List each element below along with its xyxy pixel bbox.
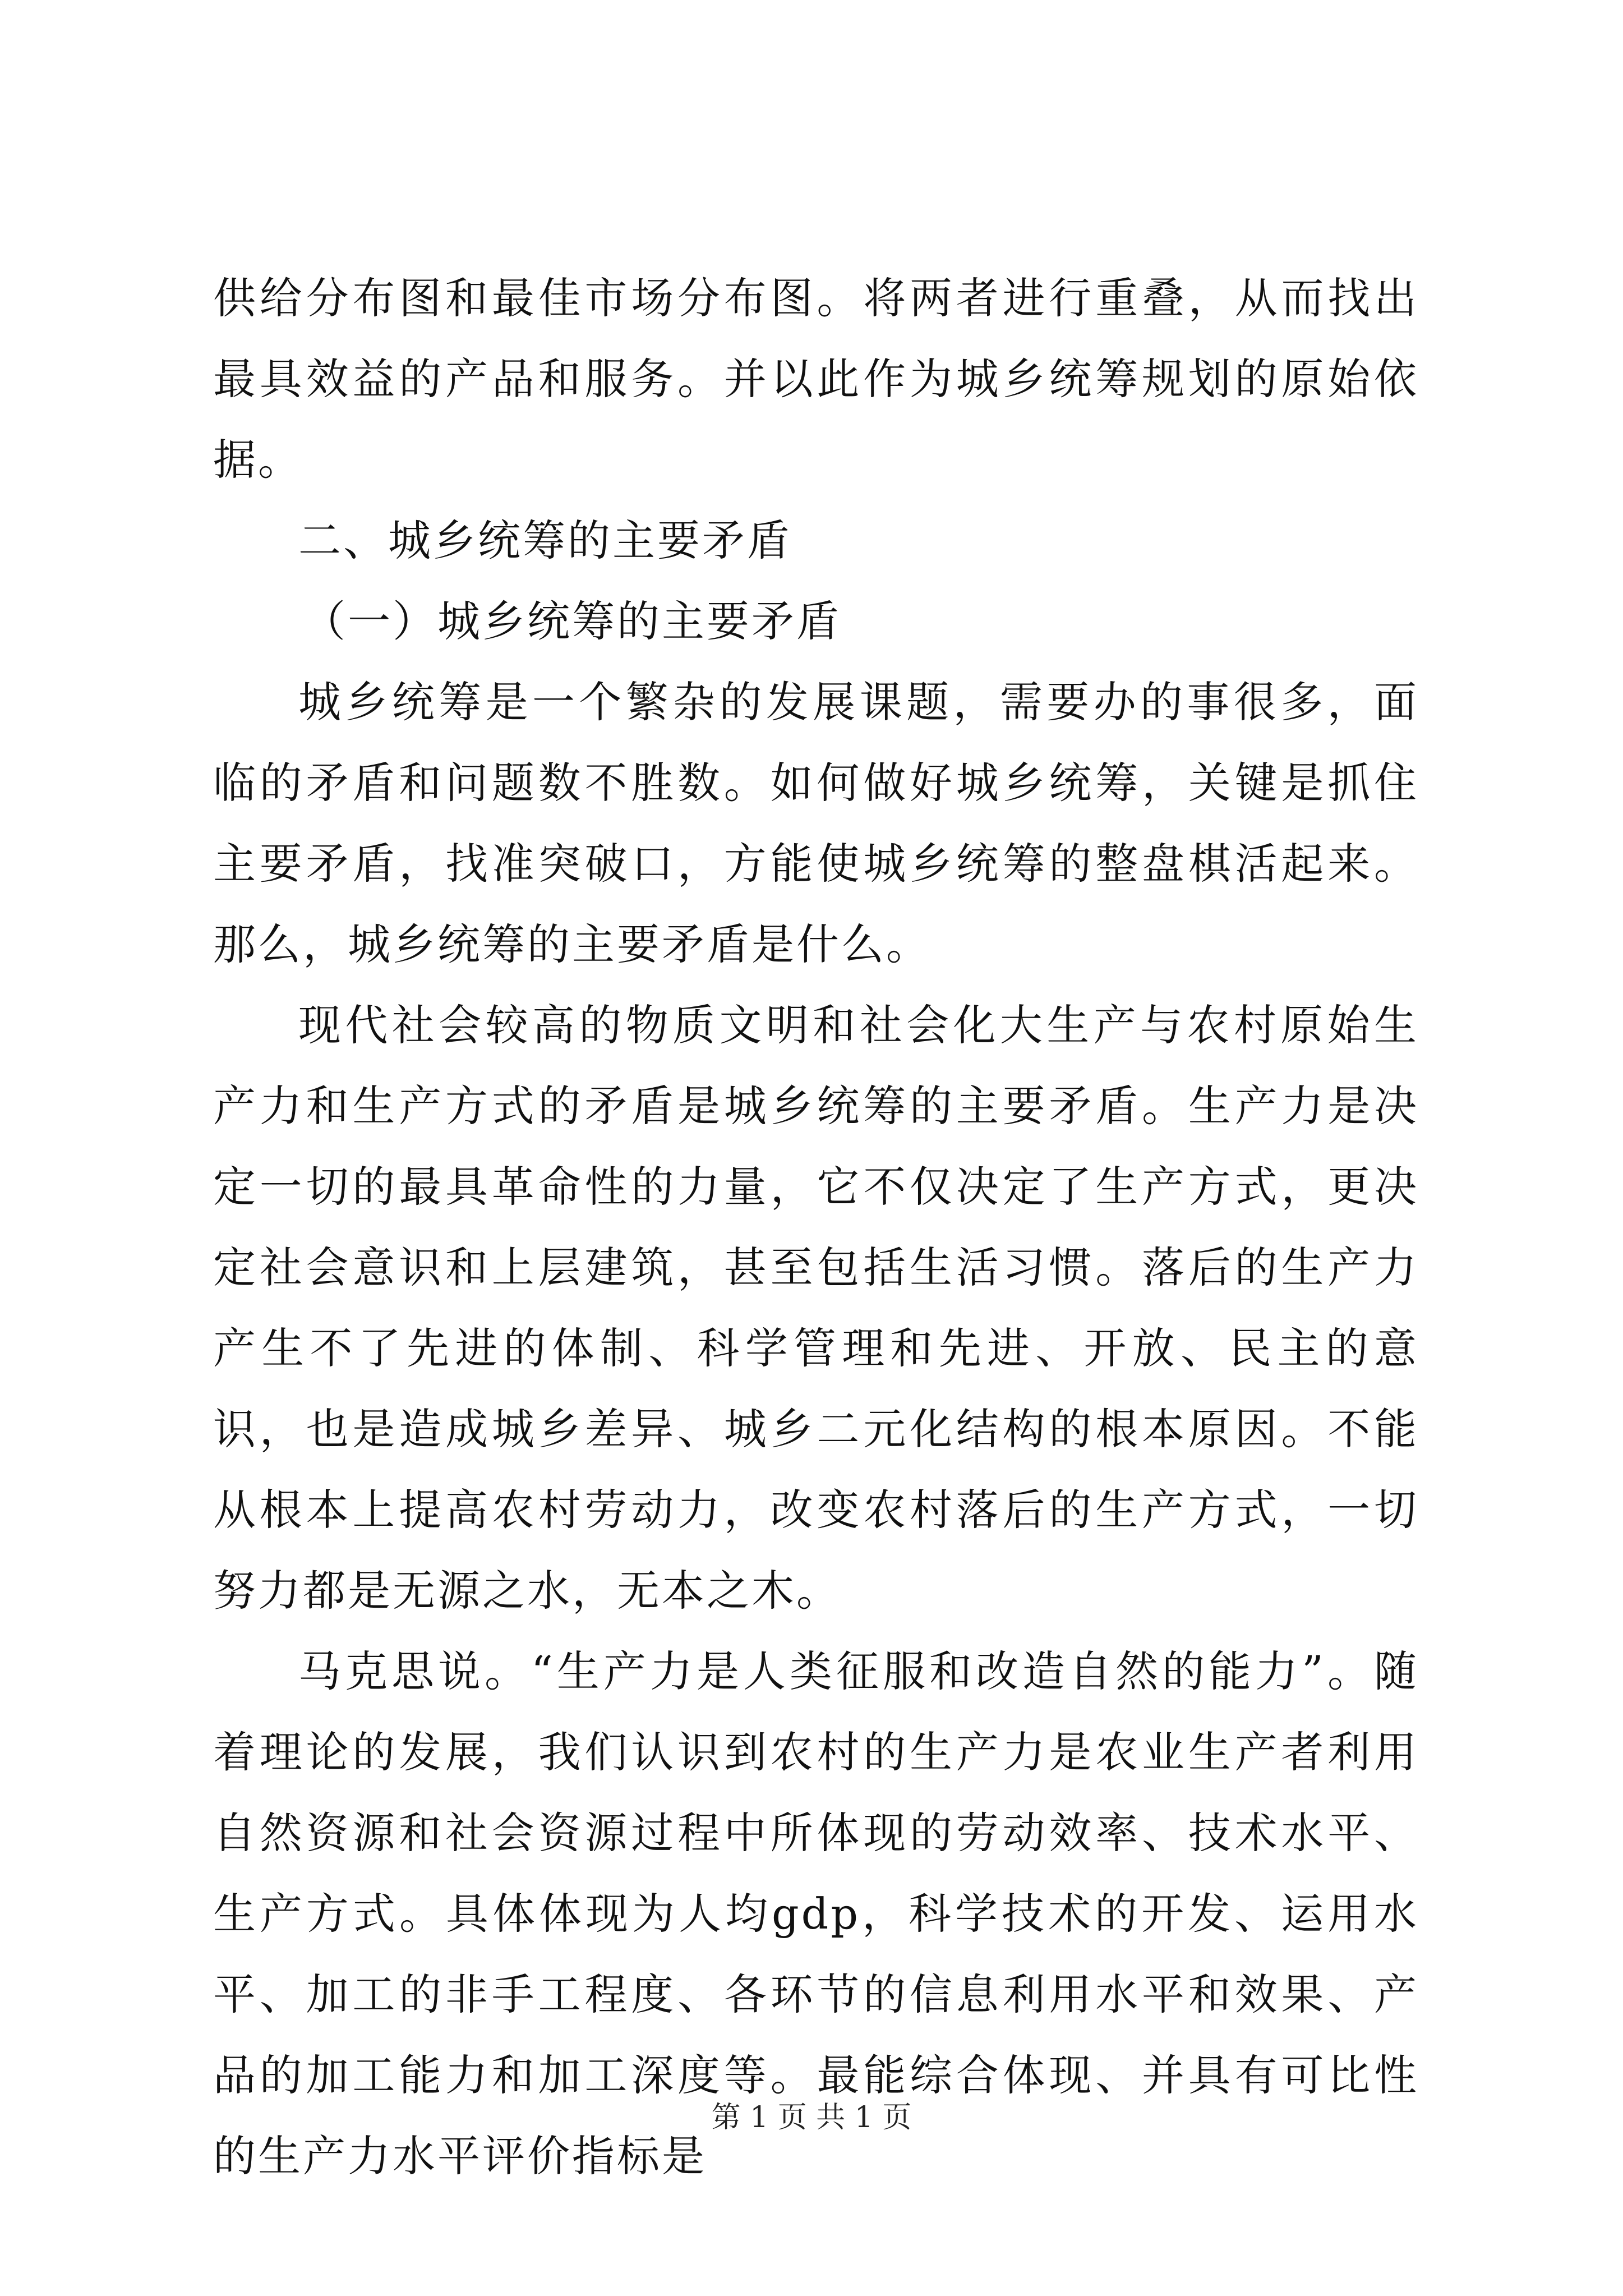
paragraph-continuation: 供给分布图和最佳市场分布图。将两者进行重叠，从而找出最具效益的产品和服务。并以此作为城乡统筹规划的原始依据。 bbox=[213, 273, 1419, 485]
subsection-heading: （一）城乡统筹的主要矛盾 bbox=[303, 596, 841, 646]
section-heading: 二、城乡统筹的主要矛盾 bbox=[298, 516, 792, 565]
document-body bbox=[213, 258, 1419, 2197]
page-footer bbox=[0, 2098, 1623, 2137]
paragraph-body: 马克思说。“生产力是人类征服和改造自然的能力”。随着理论的发展，我们认识到农村的生产力是农业生产者利用自然资源和社会资源过程中所体现的劳动效率、技术水平、生产方式。具体体现为人均gdp，科学技术的开发、运用水平、加工的非手工程度、各环节的信息利用水平和效果、产品的加工能力和加工深度等。最能综合体现、并具有可比性的生产力水平评价指标是 bbox=[213, 1646, 1419, 2181]
paragraph-body: 现代社会较高的物质文明和社会化大生产与农村原始生产力和生产方式的矛盾是城乡统筹的主要矛盾。生产力是决定一切的最具革命性的力量，它不仅决定了生产方式，更决定社会意识和上层建筑，甚至包括生活习惯。落后的生产力产生不了先进的体制、科学管理和先进、开放、民主的意识，也是造成城乡差异、城乡二元化结构的根本原因。不能从根本上提高农村劳动力，改变农村落后的生产方式，一切努力都是无源之水，无本之木。 bbox=[213, 1000, 1419, 1616]
paragraph-body: 城乡统筹是一个繁杂的发展课题，需要办的事很多，面临的矛盾和问题数不胜数。如何做好城乡统筹，关键是抓住主要矛盾，找准突破口，方能使城乡统筹的整盘棋活起来。那么，城乡统筹的主要矛盾是什么。 bbox=[213, 677, 1419, 969]
page-number: 第 1 页 共 1 页 bbox=[711, 2101, 912, 2134]
